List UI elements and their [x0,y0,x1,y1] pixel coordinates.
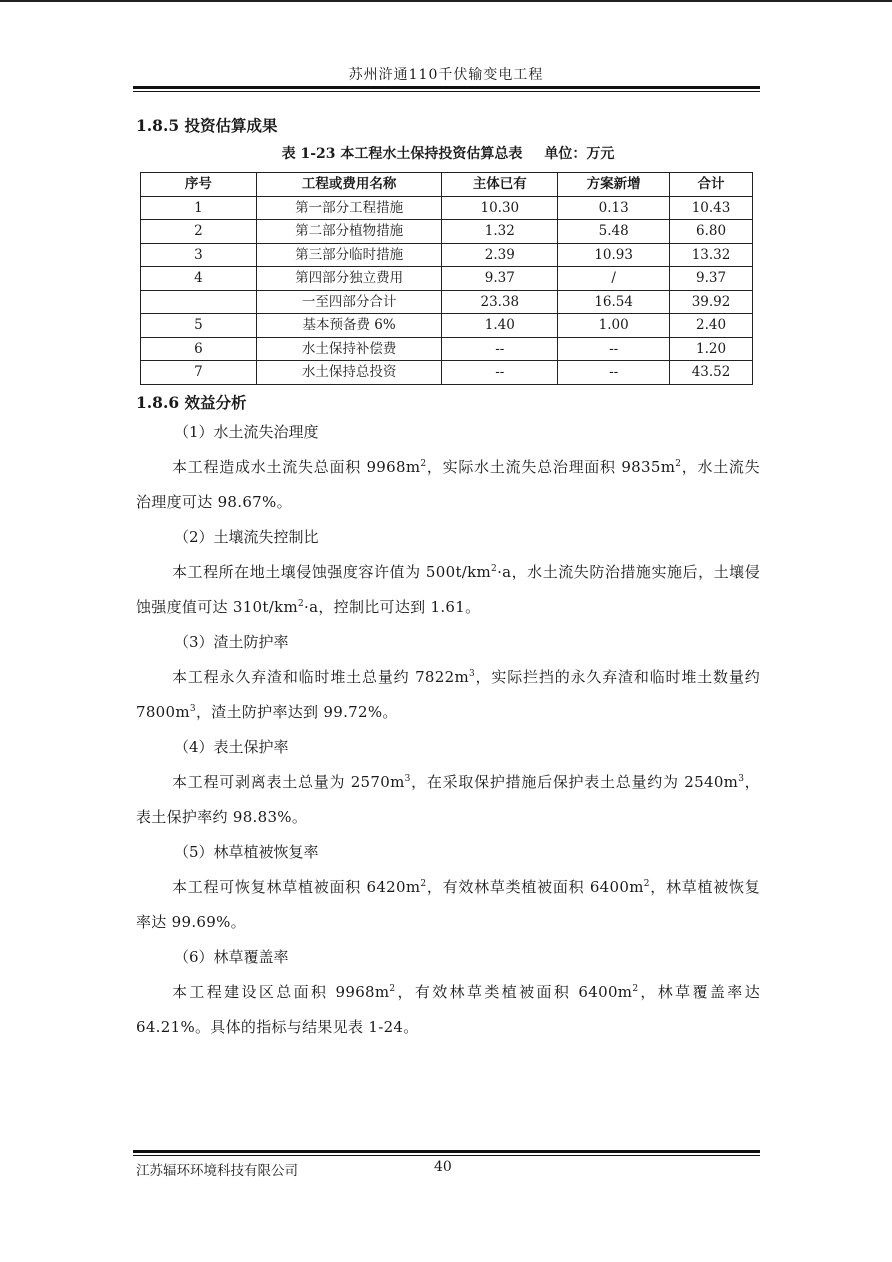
cell-new: -- [558,337,670,361]
header-rule-thin [133,91,760,92]
text-run: ·a，水土流失防治措施实施后，土壤侵蚀强度值可达 310t/km [136,562,760,616]
cell-total: 13.32 [670,243,753,267]
superscript: 2 [389,983,396,994]
cell-index: 4 [141,267,257,291]
cell-total: 1.20 [670,337,753,361]
table-row [141,314,753,338]
paragraph-vegetation-recovery-rate [136,870,760,940]
cell-item: 一至四部分合计 [256,290,442,314]
text-run: ，表土保护率约 98.83%。 [136,772,760,826]
cell-index: 6 [141,337,257,361]
col-header-total: 合计 [670,173,753,197]
subheading-topsoil-protection-rate: （4）表土保护率 [174,737,289,756]
cell-total: 9.37 [670,267,753,291]
table-row [141,337,753,361]
footer-rule [133,1150,760,1153]
table-row-subtotal [141,290,753,314]
text-run: ，渣土防护率达到 99.72%。 [195,702,398,721]
col-header-index: 序号 [141,173,257,197]
text-run: ，有效林草类植被面积 6400m [426,877,644,896]
cell-existing: 1.32 [442,220,558,244]
cell-index: 2 [141,220,257,244]
superscript: 2 [675,458,682,469]
text-run: 本工程所在地土壤侵蚀强度容许值为 500t/km [172,562,492,581]
table-row [141,243,753,267]
footer-company-name: 江苏辐环环境科技有限公司 [136,1163,298,1179]
cell-item: 水土保持补偿费 [256,337,442,361]
cell-item: 第三部分临时措施 [256,243,442,267]
cell-new: 16.54 [558,290,670,314]
cell-new: 1.00 [558,314,670,338]
table-caption [136,144,760,164]
cell-existing: 2.39 [442,243,558,267]
investment-table [140,172,753,385]
cell-index: 3 [141,243,257,267]
superscript: 2 [643,878,650,889]
cell-item: 第一部分工程措施 [256,196,442,220]
text-run: ，在采取保护措施后保护表土总量约为 2540m [410,772,739,791]
superscript: 3 [738,773,745,784]
table-header-row [141,173,753,197]
table-row [141,361,753,385]
cell-index [141,290,257,314]
superscript: 3 [189,703,196,714]
text-run: ·a，控制比可达到 1.61。 [304,597,481,616]
footer-rule-thin [133,1155,760,1156]
superscript: 2 [298,598,305,609]
cell-total: 6.80 [670,220,753,244]
cell-item: 第二部分植物措施 [256,220,442,244]
paragraph-topsoil-protection-rate [136,765,760,835]
col-header-new: 方案新增 [558,173,670,197]
col-header-item: 工程或费用名称 [256,173,442,197]
section-title-1-8-5: 1.8.5 投资估算成果 [136,116,278,135]
cell-new: 5.48 [558,220,670,244]
cell-index: 5 [141,314,257,338]
subheading-vegetation-coverage-rate: （6）林草覆盖率 [174,947,289,966]
cell-existing: 10.30 [442,196,558,220]
text-run: ，水土流失治理度可达 98.67%。 [136,457,760,511]
paragraph-vegetation-coverage-rate [136,975,760,1045]
superscript: 2 [491,563,498,574]
text-run: ，有效林草类植被面积 6400m [395,982,633,1001]
cell-existing: 9.37 [442,267,558,291]
cell-total: 43.52 [670,361,753,385]
page-content [136,114,760,1045]
cell-existing: 23.38 [442,290,558,314]
cell-index: 1 [141,196,257,220]
cell-item: 第四部分独立费用 [256,267,442,291]
table-row [141,196,753,220]
subheading-erosion-control-degree: （1）水土流失治理度 [174,422,319,441]
page-top-border [0,0,892,2]
cell-new: / [558,267,670,291]
paragraph-soil-loss-control-ratio [136,555,760,625]
table-row [141,220,753,244]
cell-new: -- [558,361,670,385]
text-run: ，实际水土流失总治理面积 9835m [426,457,676,476]
document-header-title: 苏州浒通110千伏输变电工程 [348,67,544,83]
superscript: 3 [468,668,476,679]
superscript: 2 [420,878,427,889]
subheading-vegetation-recovery-rate: （5）林草植被恢复率 [174,842,319,861]
col-header-existing: 主体已有 [442,173,558,197]
page-number: 40 [434,1159,452,1175]
table-caption-title: 表 1-23 本工程水土保持投资估算总表 [281,146,523,162]
subheading-soil-loss-control-ratio: （2）土壤流失控制比 [174,527,319,546]
paragraph-erosion-control-degree [136,450,760,520]
cell-item: 水土保持总投资 [256,361,442,385]
text-run: ，林草覆盖率达 64.21%。具体的指标与结果见表 1-24。 [136,982,760,1036]
text-run: 本工程建设区总面积 9968m [172,982,390,1001]
superscript: 2 [632,983,639,994]
cell-new: 10.93 [558,243,670,267]
table-caption-unit: 单位：万元 [544,146,615,162]
text-run: ，林草植被恢复率达 99.69%。 [136,877,760,931]
text-run: 本工程造成水土流失总面积 9968m [172,457,421,476]
header-rule [133,86,760,89]
text-run: ，实际拦挡的永久弃渣和临时堆土数量约 7800m [136,667,760,721]
subheading-spoil-protection-rate: （3）渣土防护率 [174,632,289,651]
cell-total: 39.92 [670,290,753,314]
text-run: 本工程可剥离表土总量为 2570m [172,772,405,791]
cell-item: 基本预备费 6% [256,314,442,338]
cell-existing: -- [442,337,558,361]
section-title-1-8-6: 1.8.6 效益分析 [136,392,247,412]
text-run: 本工程永久弃渣和临时堆土总量约 7822m [172,667,469,686]
cell-index: 7 [141,361,257,385]
cell-existing: 1.40 [442,314,558,338]
text-run: 本工程可恢复林草植被面积 6420m [172,877,421,896]
superscript: 3 [404,773,411,784]
cell-new: 0.13 [558,196,670,220]
paragraph-spoil-protection-rate [136,660,760,730]
superscript: 2 [420,458,427,469]
cell-total: 2.40 [670,314,753,338]
table-row [141,267,753,291]
cell-total: 10.43 [670,196,753,220]
cell-existing: -- [442,361,558,385]
